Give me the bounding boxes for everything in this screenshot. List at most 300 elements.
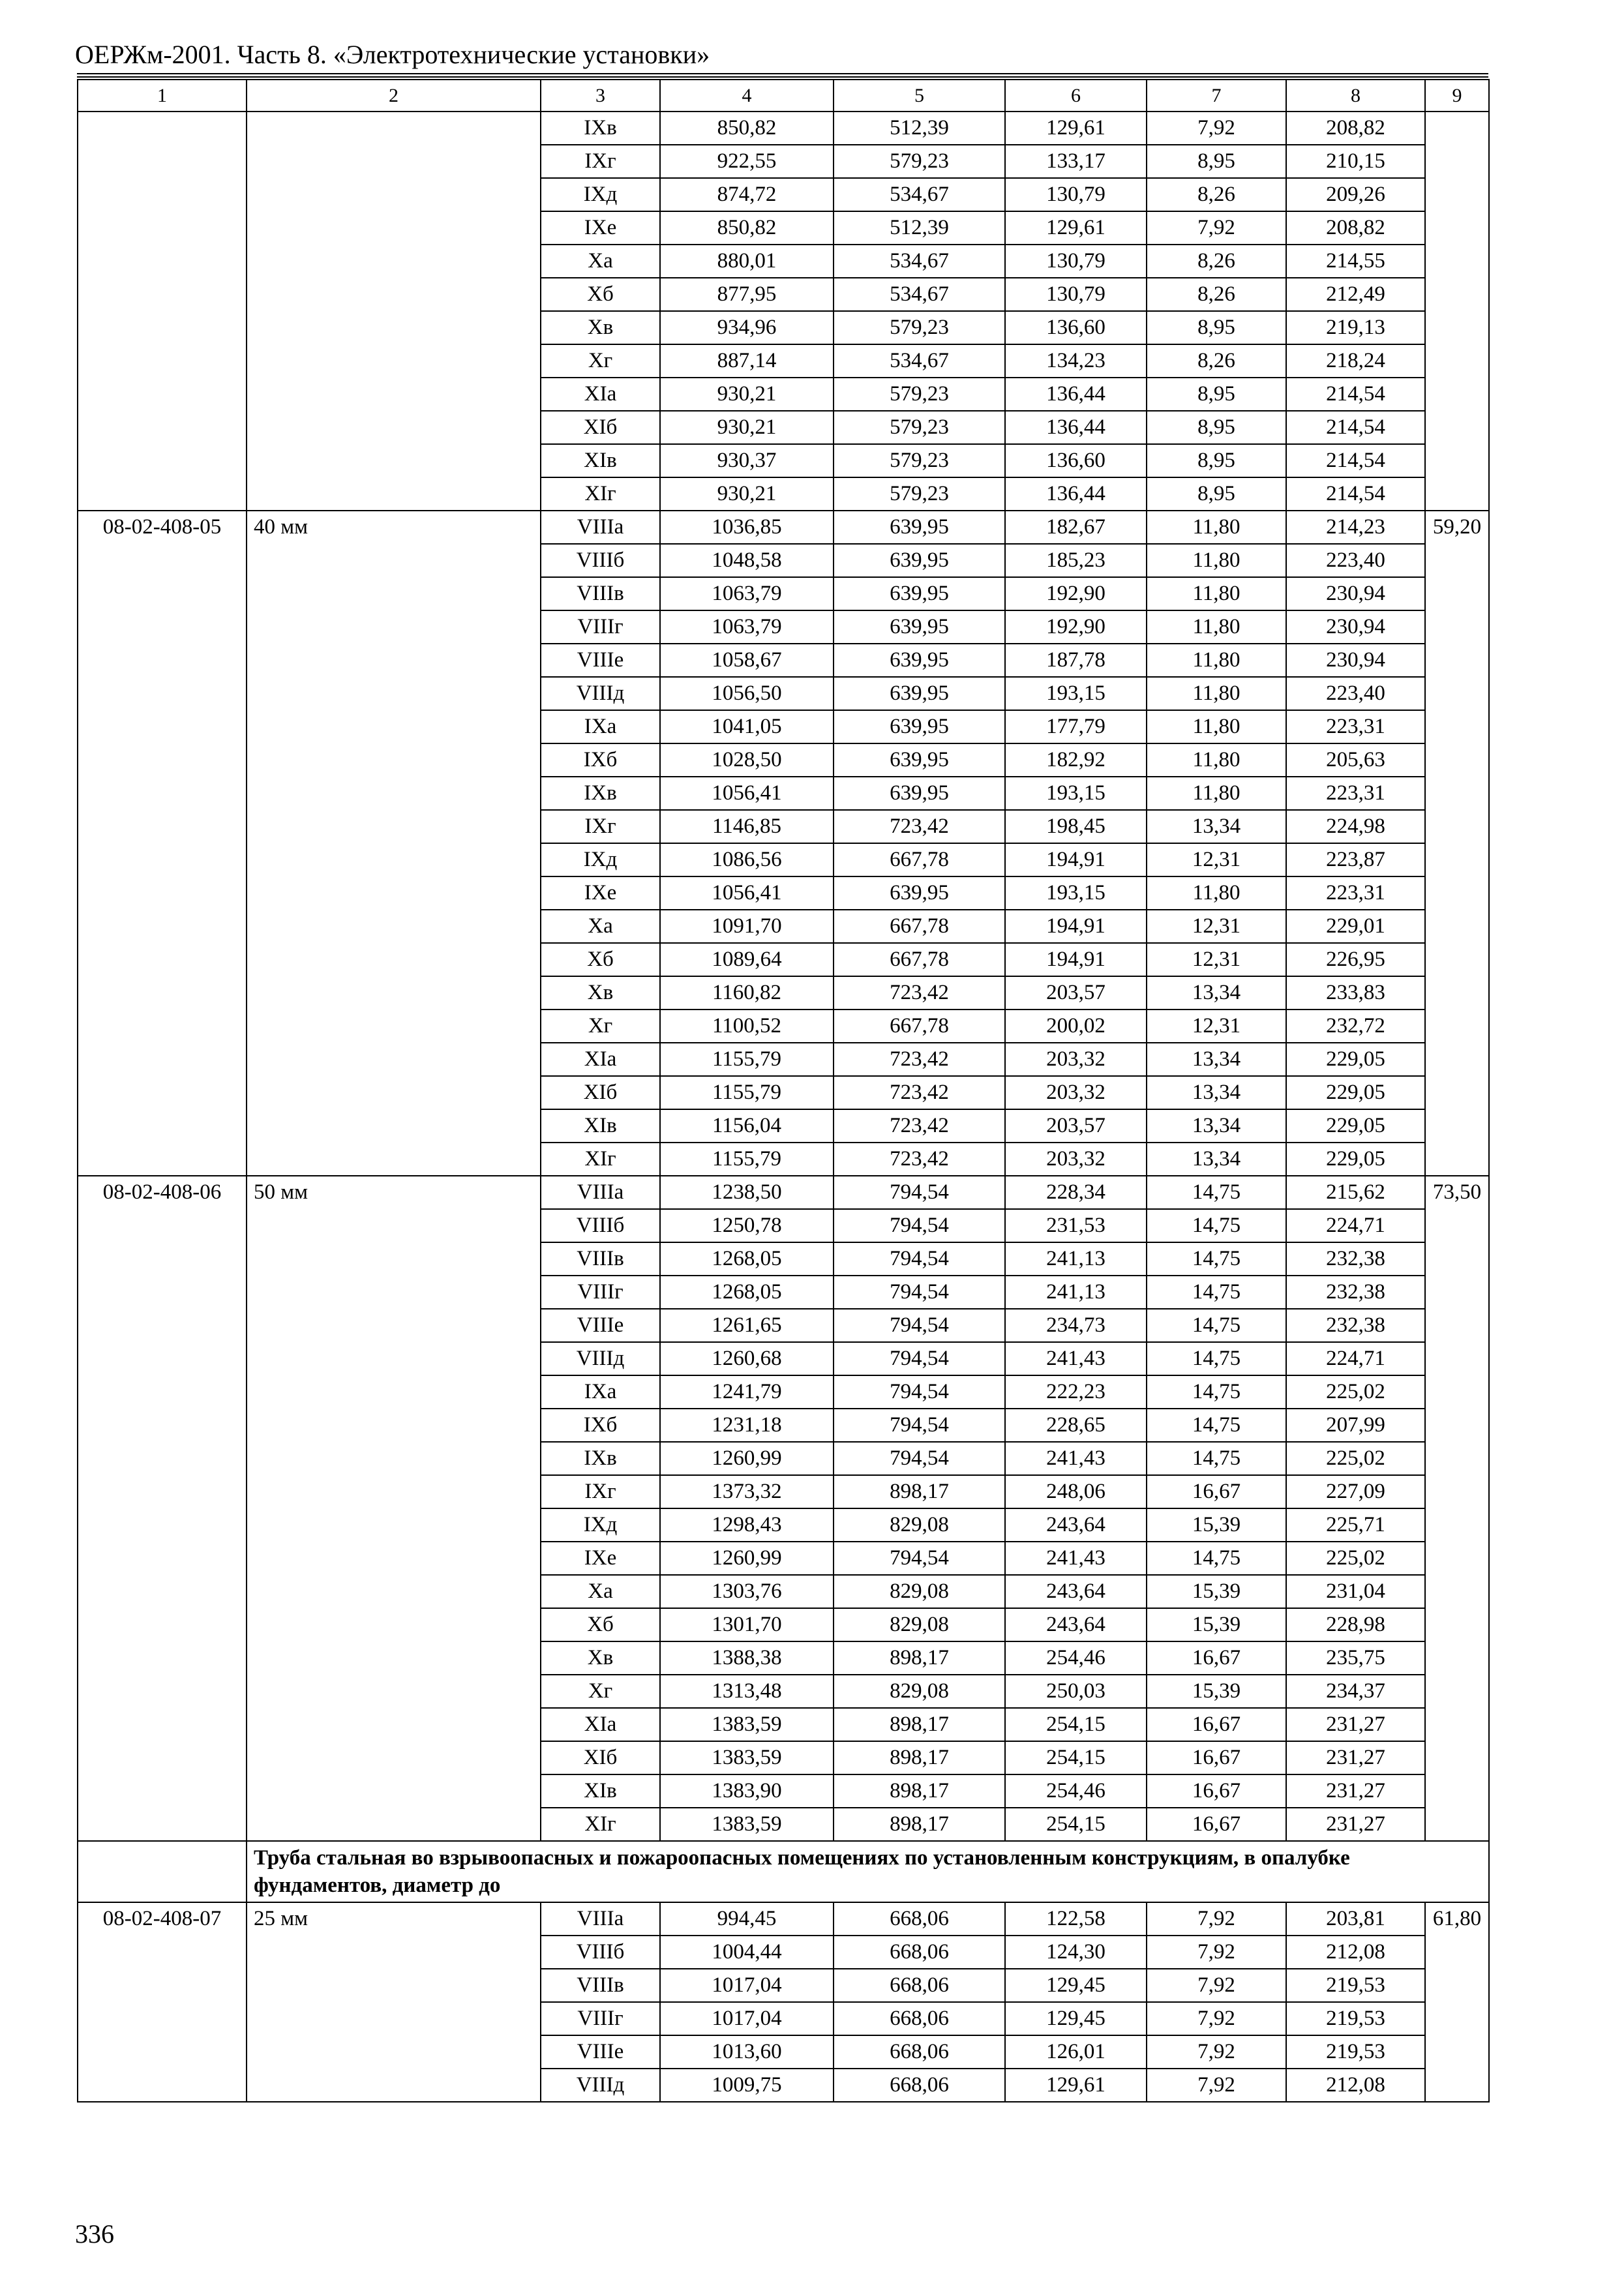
value-cell: 1301,70 bbox=[660, 1608, 834, 1641]
value-cell: 1017,04 bbox=[660, 2002, 834, 2035]
value-cell: 203,32 bbox=[1005, 1143, 1147, 1176]
value-cell: 225,02 bbox=[1286, 1542, 1425, 1575]
value-cell: 1155,79 bbox=[660, 1076, 834, 1109]
value-cell: 12,31 bbox=[1147, 910, 1286, 943]
value-cell: 880,01 bbox=[660, 245, 834, 278]
value-cell: 130,79 bbox=[1005, 245, 1147, 278]
value-cell: 930,21 bbox=[660, 378, 834, 411]
value-cell: 229,05 bbox=[1286, 1109, 1425, 1143]
value-cell: 11,80 bbox=[1147, 710, 1286, 743]
page-number: 336 bbox=[75, 2219, 114, 2249]
value-cell: 1048,58 bbox=[660, 544, 834, 577]
value-cell: 230,94 bbox=[1286, 577, 1425, 610]
value-cell: 1313,48 bbox=[660, 1675, 834, 1708]
value-cell: 1160,82 bbox=[660, 976, 834, 1010]
value-cell: 192,90 bbox=[1005, 610, 1147, 644]
value-cell: 225,02 bbox=[1286, 1375, 1425, 1409]
value-cell: 194,91 bbox=[1005, 943, 1147, 976]
value-cell: 11,80 bbox=[1147, 777, 1286, 810]
value-cell: 214,54 bbox=[1286, 378, 1425, 411]
value-cell: 194,91 bbox=[1005, 910, 1147, 943]
value-cell: 723,42 bbox=[834, 810, 1005, 843]
value-cell: VIIIд bbox=[541, 677, 660, 710]
value-cell: 579,23 bbox=[834, 311, 1005, 344]
value-cell: 1091,70 bbox=[660, 910, 834, 943]
value-cell: 232,38 bbox=[1286, 1309, 1425, 1342]
value-cell: 13,34 bbox=[1147, 810, 1286, 843]
value-cell: 1260,68 bbox=[660, 1342, 834, 1375]
value-cell: 231,53 bbox=[1005, 1209, 1147, 1242]
value-cell: 224,98 bbox=[1286, 810, 1425, 843]
value-cell: XIб bbox=[541, 1076, 660, 1109]
value-cell: 723,42 bbox=[834, 1143, 1005, 1176]
value-cell: 667,78 bbox=[834, 910, 1005, 943]
value-cell: 14,75 bbox=[1147, 1176, 1286, 1209]
page-header-title: ОЕРЖм-2001. Часть 8. «Электротехнические установки» bbox=[75, 40, 710, 69]
value-cell: IXе bbox=[541, 1542, 660, 1575]
value-cell: 208,82 bbox=[1286, 211, 1425, 245]
value-cell: 579,23 bbox=[834, 411, 1005, 444]
rate-code-cell: 08-02-408-05 bbox=[78, 511, 247, 1176]
value-cell: 234,37 bbox=[1286, 1675, 1425, 1708]
table-row bbox=[78, 1902, 1489, 1936]
value-cell: IXв bbox=[541, 777, 660, 810]
value-cell: VIIIе bbox=[541, 644, 660, 677]
value-cell: 667,78 bbox=[834, 943, 1005, 976]
value-cell: 130,79 bbox=[1005, 178, 1147, 211]
value-cell: XIа bbox=[541, 1708, 660, 1741]
column-number-cell: 6 bbox=[1005, 80, 1147, 112]
value-cell: 1089,64 bbox=[660, 943, 834, 976]
value-cell: 212,08 bbox=[1286, 2069, 1425, 2102]
value-cell: 177,79 bbox=[1005, 710, 1147, 743]
value-cell: 231,27 bbox=[1286, 1774, 1425, 1808]
value-cell: 850,82 bbox=[660, 112, 834, 145]
value-cell: 639,95 bbox=[834, 511, 1005, 544]
value-cell: 14,75 bbox=[1147, 1442, 1286, 1475]
value-cell: 723,42 bbox=[834, 1043, 1005, 1076]
value-cell: 930,21 bbox=[660, 477, 834, 511]
value-cell: 254,46 bbox=[1005, 1641, 1147, 1675]
value-cell: Xб bbox=[541, 278, 660, 311]
pipe-diameter-cell: 50 мм bbox=[247, 1176, 541, 1841]
value-cell: 1260,99 bbox=[660, 1442, 834, 1475]
labor-cost-cell bbox=[1425, 112, 1489, 511]
value-cell: XIв bbox=[541, 444, 660, 477]
value-cell: 12,31 bbox=[1147, 1010, 1286, 1043]
value-cell: 794,54 bbox=[834, 1409, 1005, 1442]
column-number-row bbox=[78, 80, 1489, 112]
value-cell: XIг bbox=[541, 477, 660, 511]
value-cell: 11,80 bbox=[1147, 577, 1286, 610]
value-cell: 829,08 bbox=[834, 1608, 1005, 1641]
value-cell: 230,94 bbox=[1286, 610, 1425, 644]
value-cell: 129,61 bbox=[1005, 2069, 1147, 2102]
value-cell: XIг bbox=[541, 1143, 660, 1176]
value-cell: 1155,79 bbox=[660, 1043, 834, 1076]
value-cell: 11,80 bbox=[1147, 743, 1286, 777]
value-cell: 15,39 bbox=[1147, 1608, 1286, 1641]
pipe-diameter-cell bbox=[247, 112, 541, 511]
value-cell: XIв bbox=[541, 1774, 660, 1808]
value-cell: Xа bbox=[541, 910, 660, 943]
value-cell: XIа bbox=[541, 378, 660, 411]
value-cell: 16,67 bbox=[1147, 1641, 1286, 1675]
labor-cost-cell: 73,50 bbox=[1425, 1176, 1489, 1841]
value-cell: 214,54 bbox=[1286, 411, 1425, 444]
value-cell: 898,17 bbox=[834, 1641, 1005, 1675]
value-cell: 229,05 bbox=[1286, 1076, 1425, 1109]
value-cell: 8,95 bbox=[1147, 444, 1286, 477]
value-cell: 898,17 bbox=[834, 1741, 1005, 1774]
value-cell: 668,06 bbox=[834, 2002, 1005, 2035]
value-cell: 13,34 bbox=[1147, 1076, 1286, 1109]
value-cell: 1268,05 bbox=[660, 1242, 834, 1276]
value-cell: 214,23 bbox=[1286, 511, 1425, 544]
value-cell: 13,34 bbox=[1147, 1043, 1286, 1076]
value-cell: VIIIа bbox=[541, 511, 660, 544]
value-cell: 254,46 bbox=[1005, 1774, 1147, 1808]
value-cell: 12,31 bbox=[1147, 843, 1286, 876]
value-cell: 130,79 bbox=[1005, 278, 1147, 311]
value-cell: 898,17 bbox=[834, 1774, 1005, 1808]
value-cell: 129,61 bbox=[1005, 112, 1147, 145]
table-row bbox=[78, 1176, 1489, 1209]
value-cell: 193,15 bbox=[1005, 777, 1147, 810]
value-cell: 794,54 bbox=[834, 1276, 1005, 1309]
value-cell: IXг bbox=[541, 145, 660, 178]
column-number-cell: 4 bbox=[660, 80, 834, 112]
value-cell: 639,95 bbox=[834, 710, 1005, 743]
value-cell: 930,37 bbox=[660, 444, 834, 477]
value-cell: 219,53 bbox=[1286, 2002, 1425, 2035]
value-cell: 226,95 bbox=[1286, 943, 1425, 976]
value-cell: 214,54 bbox=[1286, 477, 1425, 511]
value-cell: 1388,38 bbox=[660, 1641, 834, 1675]
value-cell: XIб bbox=[541, 411, 660, 444]
column-number-cell: 3 bbox=[541, 80, 660, 112]
value-cell: XIа bbox=[541, 1043, 660, 1076]
value-cell: 794,54 bbox=[834, 1542, 1005, 1575]
value-cell: 639,95 bbox=[834, 876, 1005, 910]
value-cell: 11,80 bbox=[1147, 644, 1286, 677]
value-cell: 229,01 bbox=[1286, 910, 1425, 943]
value-cell: 11,80 bbox=[1147, 511, 1286, 544]
value-cell: 829,08 bbox=[834, 1675, 1005, 1708]
value-cell: 1260,99 bbox=[660, 1542, 834, 1575]
value-cell: 182,67 bbox=[1005, 511, 1147, 544]
value-cell: 512,39 bbox=[834, 112, 1005, 145]
value-cell: 1156,04 bbox=[660, 1109, 834, 1143]
value-cell: 667,78 bbox=[834, 843, 1005, 876]
rate-code-cell: 08-02-408-07 bbox=[78, 1902, 247, 2102]
value-cell: 11,80 bbox=[1147, 610, 1286, 644]
value-cell: XIг bbox=[541, 1808, 660, 1841]
value-cell: 222,23 bbox=[1005, 1375, 1147, 1409]
value-cell: 639,95 bbox=[834, 677, 1005, 710]
value-cell: 136,44 bbox=[1005, 411, 1147, 444]
value-cell: 185,23 bbox=[1005, 544, 1147, 577]
value-cell: 794,54 bbox=[834, 1242, 1005, 1276]
value-cell: 11,80 bbox=[1147, 876, 1286, 910]
value-cell: 122,58 bbox=[1005, 1902, 1147, 1936]
price-table bbox=[77, 79, 1490, 2102]
value-cell: IXв bbox=[541, 112, 660, 145]
value-cell: 187,78 bbox=[1005, 644, 1147, 677]
section-row bbox=[78, 1841, 1489, 1902]
value-cell: 8,26 bbox=[1147, 178, 1286, 211]
value-cell: 579,23 bbox=[834, 145, 1005, 178]
value-cell: 1298,43 bbox=[660, 1508, 834, 1542]
value-cell: VIIIа bbox=[541, 1902, 660, 1936]
value-cell: 723,42 bbox=[834, 976, 1005, 1010]
value-cell: 934,96 bbox=[660, 311, 834, 344]
value-cell: 1238,50 bbox=[660, 1176, 834, 1209]
value-cell: VIIIе bbox=[541, 2035, 660, 2069]
value-cell: 225,02 bbox=[1286, 1442, 1425, 1475]
labor-cost-cell: 61,80 bbox=[1425, 1902, 1489, 2102]
column-number-cell: 8 bbox=[1286, 80, 1425, 112]
value-cell: 8,26 bbox=[1147, 344, 1286, 378]
value-cell: 8,95 bbox=[1147, 411, 1286, 444]
value-cell: 193,15 bbox=[1005, 876, 1147, 910]
value-cell: 1250,78 bbox=[660, 1209, 834, 1242]
value-cell: 14,75 bbox=[1147, 1309, 1286, 1342]
value-cell: 1056,41 bbox=[660, 876, 834, 910]
value-cell: 723,42 bbox=[834, 1109, 1005, 1143]
value-cell: 136,60 bbox=[1005, 311, 1147, 344]
value-cell: 639,95 bbox=[834, 610, 1005, 644]
value-cell: 668,06 bbox=[834, 2035, 1005, 2069]
value-cell: 231,27 bbox=[1286, 1741, 1425, 1774]
value-cell: 922,55 bbox=[660, 145, 834, 178]
value-cell: 223,40 bbox=[1286, 677, 1425, 710]
value-cell: 203,32 bbox=[1005, 1076, 1147, 1109]
value-cell: 1373,32 bbox=[660, 1475, 834, 1508]
value-cell: 13,34 bbox=[1147, 1143, 1286, 1176]
value-cell: 1056,41 bbox=[660, 777, 834, 810]
value-cell: 254,15 bbox=[1005, 1808, 1147, 1841]
value-cell: 8,26 bbox=[1147, 245, 1286, 278]
value-cell: 16,67 bbox=[1147, 1708, 1286, 1741]
value-cell: 794,54 bbox=[834, 1176, 1005, 1209]
value-cell: 233,83 bbox=[1286, 976, 1425, 1010]
value-cell: 223,31 bbox=[1286, 710, 1425, 743]
value-cell: 14,75 bbox=[1147, 1276, 1286, 1309]
value-cell: 7,92 bbox=[1147, 2069, 1286, 2102]
value-cell: 231,27 bbox=[1286, 1808, 1425, 1841]
value-cell: 7,92 bbox=[1147, 1902, 1286, 1936]
value-cell: 182,92 bbox=[1005, 743, 1147, 777]
value-cell: 241,43 bbox=[1005, 1542, 1147, 1575]
value-cell: 14,75 bbox=[1147, 1409, 1286, 1442]
value-cell: Xв bbox=[541, 976, 660, 1010]
value-cell: 639,95 bbox=[834, 544, 1005, 577]
rate-code-cell bbox=[78, 112, 247, 511]
value-cell: 124,30 bbox=[1005, 1936, 1147, 1969]
value-cell: 668,06 bbox=[834, 1936, 1005, 1969]
value-cell: 250,03 bbox=[1005, 1675, 1147, 1708]
value-cell: 203,57 bbox=[1005, 1109, 1147, 1143]
value-cell: 134,23 bbox=[1005, 344, 1147, 378]
value-cell: VIIIб bbox=[541, 1209, 660, 1242]
value-cell: 8,95 bbox=[1147, 378, 1286, 411]
value-cell: 16,67 bbox=[1147, 1774, 1286, 1808]
value-cell: 11,80 bbox=[1147, 677, 1286, 710]
value-cell: 7,92 bbox=[1147, 211, 1286, 245]
column-number-cell: 9 bbox=[1425, 80, 1489, 112]
value-cell: 1036,85 bbox=[660, 511, 834, 544]
value-cell: 1009,75 bbox=[660, 2069, 834, 2102]
value-cell: 534,67 bbox=[834, 178, 1005, 211]
value-cell: Xб bbox=[541, 1608, 660, 1641]
value-cell: 232,38 bbox=[1286, 1276, 1425, 1309]
value-cell: 232,72 bbox=[1286, 1010, 1425, 1043]
value-cell: 224,71 bbox=[1286, 1209, 1425, 1242]
value-cell: 874,72 bbox=[660, 178, 834, 211]
value-cell: 227,09 bbox=[1286, 1475, 1425, 1508]
value-cell: VIIIг bbox=[541, 610, 660, 644]
value-cell: 829,08 bbox=[834, 1508, 1005, 1542]
value-cell: IXа bbox=[541, 1375, 660, 1409]
value-cell: 794,54 bbox=[834, 1342, 1005, 1375]
value-cell: 7,92 bbox=[1147, 1936, 1286, 1969]
value-cell: 200,02 bbox=[1005, 1010, 1147, 1043]
value-cell: 229,05 bbox=[1286, 1043, 1425, 1076]
value-cell: 13,34 bbox=[1147, 1109, 1286, 1143]
value-cell: 639,95 bbox=[834, 743, 1005, 777]
table-row bbox=[78, 112, 1489, 145]
value-cell: 15,39 bbox=[1147, 1575, 1286, 1608]
pipe-diameter-cell: 25 мм bbox=[247, 1902, 541, 2102]
value-cell: 254,15 bbox=[1005, 1741, 1147, 1774]
value-cell: 194,91 bbox=[1005, 843, 1147, 876]
value-cell: 203,81 bbox=[1286, 1902, 1425, 1936]
value-cell: 14,75 bbox=[1147, 1342, 1286, 1375]
value-cell: IXд bbox=[541, 843, 660, 876]
pipe-diameter-cell: 40 мм bbox=[247, 511, 541, 1176]
value-cell: 218,24 bbox=[1286, 344, 1425, 378]
value-cell: 205,63 bbox=[1286, 743, 1425, 777]
value-cell: 228,34 bbox=[1005, 1176, 1147, 1209]
value-cell: 231,27 bbox=[1286, 1708, 1425, 1741]
column-number-cell: 1 bbox=[78, 80, 247, 112]
price-table-container bbox=[77, 79, 1488, 2102]
value-cell: 534,67 bbox=[834, 278, 1005, 311]
value-cell: 14,75 bbox=[1147, 1542, 1286, 1575]
value-cell: 1017,04 bbox=[660, 1969, 834, 2002]
value-cell: Xб bbox=[541, 943, 660, 976]
value-cell: XIв bbox=[541, 1109, 660, 1143]
value-cell: 16,67 bbox=[1147, 1808, 1286, 1841]
value-cell: 579,23 bbox=[834, 444, 1005, 477]
value-cell: 639,95 bbox=[834, 777, 1005, 810]
value-cell: 898,17 bbox=[834, 1475, 1005, 1508]
value-cell: 1383,59 bbox=[660, 1808, 834, 1841]
column-number-cell: 2 bbox=[247, 80, 541, 112]
value-cell: 794,54 bbox=[834, 1309, 1005, 1342]
value-cell: 214,55 bbox=[1286, 245, 1425, 278]
value-cell: 215,62 bbox=[1286, 1176, 1425, 1209]
value-cell: 224,71 bbox=[1286, 1342, 1425, 1375]
value-cell: Xа bbox=[541, 245, 660, 278]
value-cell: IXб bbox=[541, 1409, 660, 1442]
value-cell: VIIIг bbox=[541, 2002, 660, 2035]
value-cell: 13,34 bbox=[1147, 976, 1286, 1010]
value-cell: 243,64 bbox=[1005, 1575, 1147, 1608]
value-cell: 223,31 bbox=[1286, 876, 1425, 910]
value-cell: 850,82 bbox=[660, 211, 834, 245]
value-cell: 887,14 bbox=[660, 344, 834, 378]
value-cell: 579,23 bbox=[834, 378, 1005, 411]
value-cell: VIIIв bbox=[541, 1242, 660, 1276]
value-cell: 1041,05 bbox=[660, 710, 834, 743]
value-cell: 223,87 bbox=[1286, 843, 1425, 876]
value-cell: 1100,52 bbox=[660, 1010, 834, 1043]
value-cell: 1241,79 bbox=[660, 1375, 834, 1409]
value-cell: 243,64 bbox=[1005, 1608, 1147, 1641]
value-cell: 209,26 bbox=[1286, 178, 1425, 211]
value-cell: 1056,50 bbox=[660, 677, 834, 710]
value-cell: 229,05 bbox=[1286, 1143, 1425, 1176]
value-cell: 126,01 bbox=[1005, 2035, 1147, 2069]
value-cell: 639,95 bbox=[834, 577, 1005, 610]
value-cell: 1383,59 bbox=[660, 1741, 834, 1774]
value-cell: 794,54 bbox=[834, 1375, 1005, 1409]
value-cell: 203,32 bbox=[1005, 1043, 1147, 1076]
value-cell: 212,49 bbox=[1286, 278, 1425, 311]
value-cell: 225,71 bbox=[1286, 1508, 1425, 1542]
value-cell: VIIIб bbox=[541, 1936, 660, 1969]
value-cell: 243,64 bbox=[1005, 1508, 1147, 1542]
value-cell: IXе bbox=[541, 876, 660, 910]
value-cell: 534,67 bbox=[834, 245, 1005, 278]
value-cell: Xг bbox=[541, 1675, 660, 1708]
value-cell: 898,17 bbox=[834, 1808, 1005, 1841]
value-cell: 1028,50 bbox=[660, 743, 834, 777]
value-cell: 1383,59 bbox=[660, 1708, 834, 1741]
value-cell: 8,95 bbox=[1147, 145, 1286, 178]
section-title: Труба стальная во взрывоопасных и пожароопасных помещениях по установленным конструкциям, в опалубке фундаментов, диаметр до bbox=[247, 1841, 1489, 1902]
section-blank-cell bbox=[78, 1841, 247, 1902]
value-cell: 219,13 bbox=[1286, 311, 1425, 344]
value-cell: IXб bbox=[541, 743, 660, 777]
value-cell: 234,73 bbox=[1005, 1309, 1147, 1342]
value-cell: 136,44 bbox=[1005, 477, 1147, 511]
value-cell: VIIIб bbox=[541, 544, 660, 577]
value-cell: 668,06 bbox=[834, 1902, 1005, 1936]
value-cell: Xв bbox=[541, 1641, 660, 1675]
value-cell: IXа bbox=[541, 710, 660, 743]
value-cell: 248,06 bbox=[1005, 1475, 1147, 1508]
value-cell: 8,95 bbox=[1147, 311, 1286, 344]
value-cell: IXд bbox=[541, 1508, 660, 1542]
value-cell: 12,31 bbox=[1147, 943, 1286, 976]
header-rule-top bbox=[77, 73, 1488, 74]
value-cell: 193,15 bbox=[1005, 677, 1147, 710]
column-number-cell: 7 bbox=[1147, 80, 1286, 112]
value-cell: 136,44 bbox=[1005, 378, 1147, 411]
value-cell: 639,95 bbox=[834, 644, 1005, 677]
value-cell: 230,94 bbox=[1286, 644, 1425, 677]
value-cell: 794,54 bbox=[834, 1442, 1005, 1475]
value-cell: 7,92 bbox=[1147, 112, 1286, 145]
value-cell: 11,80 bbox=[1147, 544, 1286, 577]
value-cell: 534,67 bbox=[834, 344, 1005, 378]
value-cell: 241,13 bbox=[1005, 1276, 1147, 1309]
value-cell: 219,53 bbox=[1286, 2035, 1425, 2069]
value-cell: 129,45 bbox=[1005, 1969, 1147, 2002]
